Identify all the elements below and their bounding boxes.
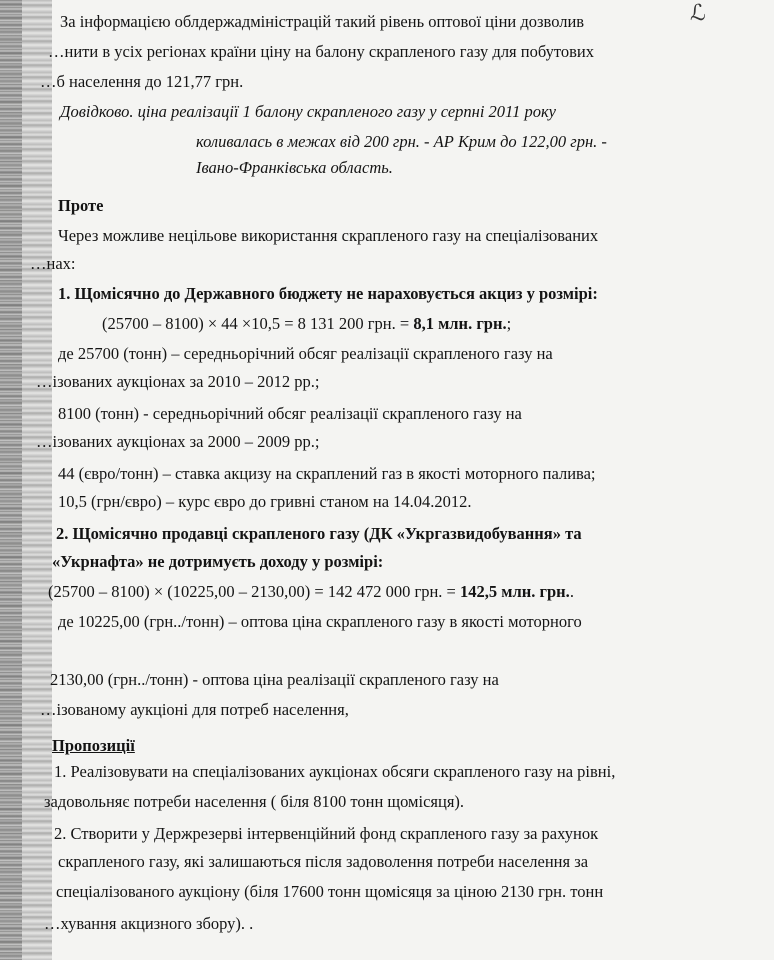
paragraph-line: За інформацією облдержадміністрацій такий рівень оптової ціни дозволив: [60, 12, 585, 31]
proposals-heading: Пропозиції: [52, 736, 135, 755]
paragraph-line: 1. Реалізовувати на спеціалізованих аукціонах обсяги скрапленого газу на рівні,: [54, 762, 616, 781]
formula-line: (25700 – 8100) × 44 ×10,5 = 8 131 200 грн. = 8,1 млн. грн.;: [102, 314, 512, 333]
paragraph-line: …хування акцизного збору). .: [44, 914, 254, 933]
paragraph-line: скрапленого газу, які залишаються після задоволення потреби населення за: [58, 852, 589, 871]
note-line: коливалась в межах від 200 грн. - АР Крим до 122,00 грн. -: [196, 132, 607, 151]
item-heading: 2. Щомісячно продавці скрапленого газу (ДК «Укргазвидобування» та: [56, 524, 582, 543]
note-line: Довідково. ціна реалізації 1 балону скрапленого газу у серпні 2011 року: [60, 102, 556, 121]
handwritten-corner-mark: ℒ: [690, 0, 706, 25]
scan-edge-dark: [0, 0, 22, 960]
paragraph-line: 10,5 (грн/євро) – курс євро до гривні станом на 14.04.2012.: [58, 492, 472, 511]
formula-line: (25700 – 8100) × (10225,00 – 2130,00) = 142 472 000 грн. = 142,5 млн. грн..: [48, 582, 574, 601]
item-heading: «Укрнафта» не дотримуєть доходу у розмірі:: [52, 552, 384, 571]
paragraph-line: спеціалізованого аукціону (біля 17600 тонн щомісяця за ціною 2130 грн. тонн: [56, 882, 604, 901]
paragraph-line: Через можливе нецільове використання скрапленого газу на спеціалізованих: [58, 226, 599, 245]
item-heading: 1. Щомісячно до Державного бюджету не нараховується акциз у розмірі:: [58, 284, 598, 303]
paragraph-line: …ізованих аукціонах за 2010 – 2012 рр.;: [36, 372, 320, 391]
section-heading: Проте: [58, 196, 104, 215]
paragraph-line: 44 (євро/тонн) – ставка акцизу на скраплений газ в якості моторного палива;: [58, 464, 596, 483]
paragraph-line: …нах:: [30, 254, 76, 273]
paragraph-line: …б населення до 121,77 грн.: [40, 72, 244, 91]
paragraph-line: …нити в усіх регіонах країни ціну на балону скрапленого газу для побутових: [48, 42, 594, 61]
paragraph-line: 8100 (тонн) - середньорічний обсяг реалізації скрапленого газу на: [58, 404, 522, 423]
note-line: Івано-Франківська область.: [196, 158, 393, 177]
paragraph-line: …ізованому аукціоні для потреб населення,: [40, 700, 349, 719]
paragraph-line: …ізованих аукціонах за 2000 – 2009 рр.;: [36, 432, 320, 451]
paragraph-line: 2130,00 (грн../тонн) - оптова ціна реалізації скрапленого газу на: [50, 670, 499, 689]
paragraph-line: задовольняє потреби населення ( біля 8100 тонн щомісяця).: [44, 792, 465, 811]
paragraph-line: 2. Створити у Держрезерві інтервенційний фонд скрапленого газу за рахунок: [54, 824, 599, 843]
paragraph-line: де 25700 (тонн) – середньорічний обсяг реалізації скрапленого газу на: [58, 344, 553, 363]
paragraph-line: де 10225,00 (грн../тонн) – оптова ціна скрапленого газу в якості моторного: [58, 612, 582, 631]
formula-result: 8,1 млн. грн.: [413, 314, 507, 333]
formula-result: 142,5 млн. грн.: [460, 582, 570, 601]
